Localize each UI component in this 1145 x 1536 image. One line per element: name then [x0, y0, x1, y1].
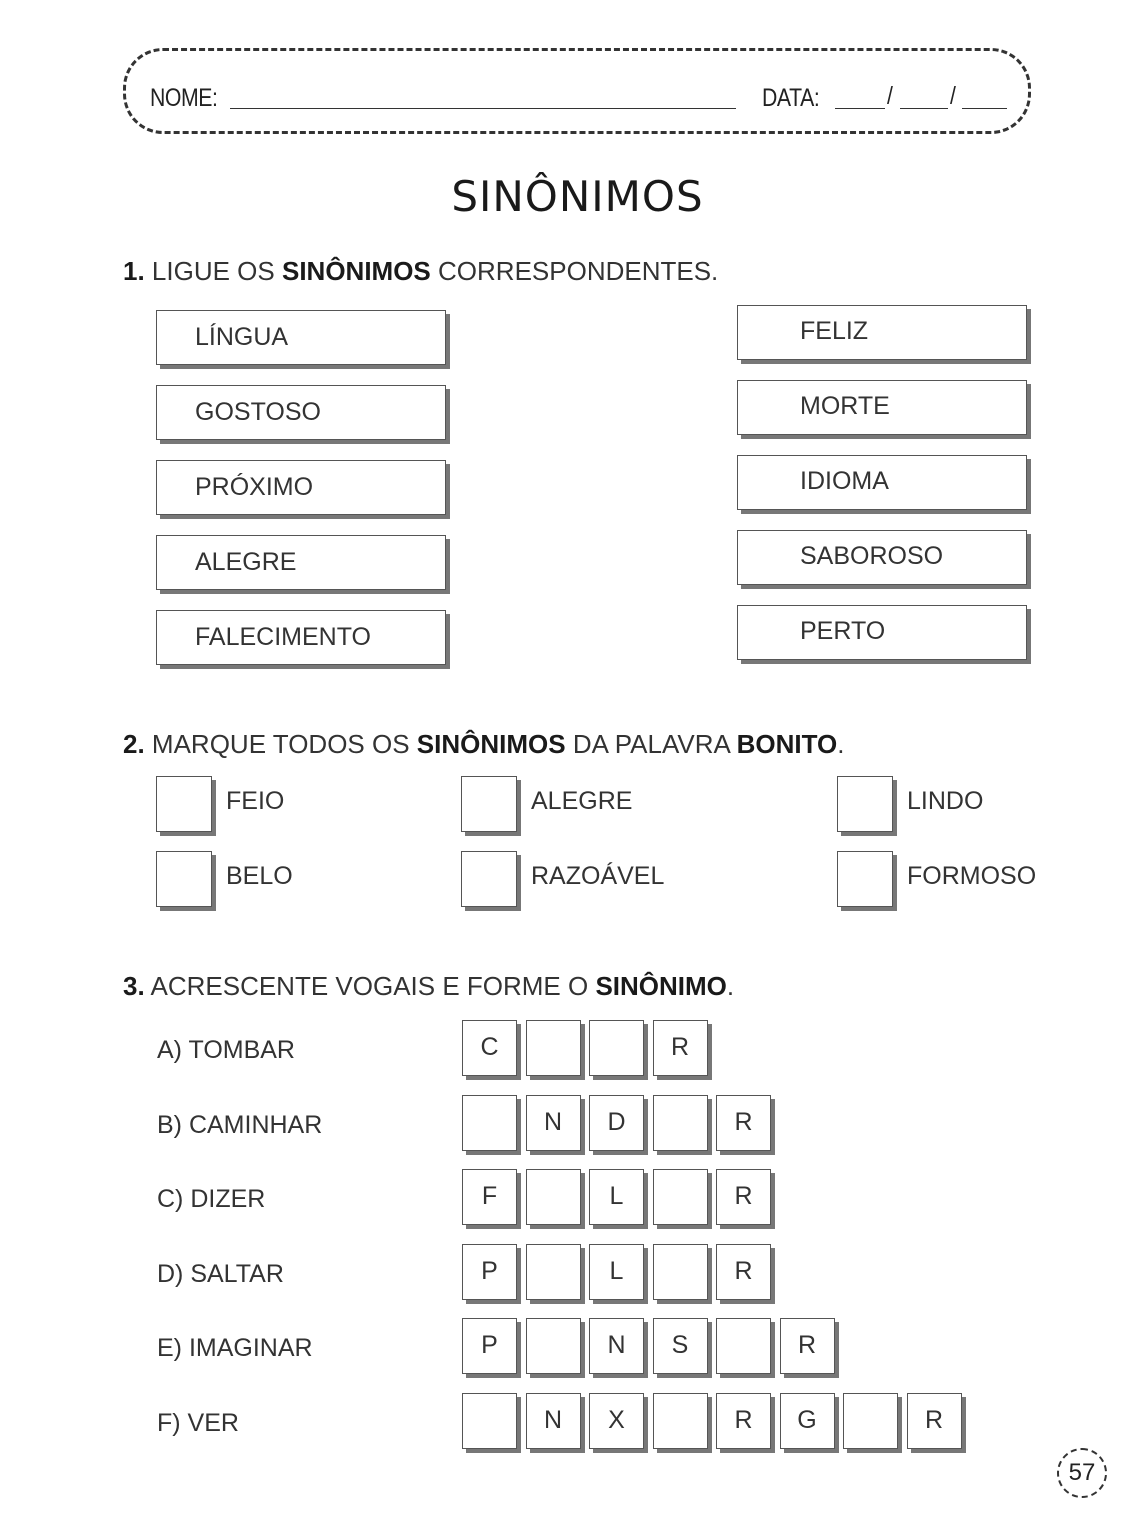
question-3: 3. ACRESCENTE VOGAIS E FORME O SINÔNIMO. [123, 971, 735, 1001]
checkbox[interactable] [461, 851, 517, 907]
date-label: DATA: [762, 84, 820, 112]
blank-letter-cell[interactable] [462, 1393, 517, 1449]
checkbox[interactable] [156, 851, 212, 907]
item-label: E) IMAGINAR [157, 1334, 313, 1362]
option-label: BELO [226, 862, 293, 890]
option-label: ALEGRE [531, 787, 633, 815]
item-label: F) VER [157, 1408, 239, 1437]
word-box-right[interactable]: SABOROSO [737, 530, 1027, 585]
checkbox[interactable] [837, 776, 893, 832]
name-field[interactable] [230, 108, 736, 109]
date-day-field[interactable] [835, 108, 885, 109]
item-label: A) TOMBAR [157, 1036, 295, 1064]
blank-letter-cell[interactable] [653, 1095, 708, 1151]
blank-letter-cell[interactable] [843, 1393, 898, 1449]
blank-letter-cell[interactable] [526, 1020, 581, 1076]
page-number: 57 [1057, 1448, 1107, 1498]
letter-cell: L [589, 1169, 644, 1225]
option-label: RAZOÁVEL [531, 862, 665, 890]
checkbox[interactable] [837, 851, 893, 907]
item-label: B) CAMINHAR [157, 1110, 323, 1139]
word-box-right[interactable]: MORTE [737, 380, 1027, 435]
date-separator: / [950, 82, 956, 110]
blank-letter-cell[interactable] [653, 1244, 708, 1300]
letter-cell: R [716, 1169, 771, 1225]
checkbox[interactable] [461, 776, 517, 832]
letter-cell: R [780, 1318, 835, 1374]
checkbox[interactable] [156, 776, 212, 832]
blank-letter-cell[interactable] [526, 1318, 581, 1374]
word-box-left[interactable]: ALEGRE [156, 535, 446, 590]
name-label: NOME: [150, 84, 218, 112]
letter-cell: N [589, 1318, 644, 1374]
blank-letter-cell[interactable] [589, 1020, 644, 1076]
word-box-right[interactable]: IDIOMA [737, 455, 1027, 510]
date-month-field[interactable] [900, 108, 948, 109]
item-label: D) SALTAR [157, 1259, 284, 1288]
letter-cell: R [653, 1020, 708, 1076]
date-year-field[interactable] [962, 108, 1007, 109]
question-1: 1. LIGUE OS SINÔNIMOS CORRESPONDENTES. [123, 256, 719, 286]
option-label: LINDO [907, 787, 984, 815]
blank-letter-cell[interactable] [716, 1318, 771, 1374]
option-label: FORMOSO [907, 862, 1037, 890]
letter-cell: R [716, 1095, 771, 1151]
letter-cell: N [526, 1095, 581, 1151]
word-box-right[interactable]: PERTO [737, 605, 1027, 660]
letter-cell: N [526, 1393, 581, 1449]
blank-letter-cell[interactable] [526, 1244, 581, 1300]
letter-cell: L [589, 1244, 644, 1300]
letter-cell: D [589, 1095, 644, 1151]
letter-cell: C [462, 1020, 517, 1076]
letter-cell: F [462, 1169, 517, 1225]
letter-cell: S [653, 1318, 708, 1374]
letter-cell: P [462, 1318, 517, 1374]
word-box-left[interactable]: FALECIMENTO [156, 610, 446, 665]
date-separator: / [887, 82, 893, 110]
page-title: SINÔNIMOS [451, 172, 704, 221]
letter-cell: P [462, 1244, 517, 1300]
word-box-right[interactable]: FELIZ [737, 305, 1027, 360]
option-label: FEIO [226, 787, 285, 815]
word-box-left[interactable]: GOSTOSO [156, 385, 446, 440]
item-label: C) DIZER [157, 1185, 266, 1213]
student-info-box [123, 48, 1031, 134]
blank-letter-cell[interactable] [462, 1095, 517, 1151]
question-2: 2. MARQUE TODOS OS SINÔNIMOS DA PALAVRA BONITO. [123, 729, 845, 759]
blank-letter-cell[interactable] [653, 1169, 708, 1225]
letter-cell: G [780, 1393, 835, 1449]
letter-cell: X [589, 1393, 644, 1449]
letter-cell: R [716, 1393, 771, 1449]
letter-cell: R [907, 1393, 962, 1449]
blank-letter-cell[interactable] [653, 1393, 708, 1449]
word-box-left[interactable]: LÍNGUA [156, 310, 446, 365]
letter-cell: R [716, 1244, 771, 1300]
word-box-left[interactable]: PRÓXIMO [156, 460, 446, 515]
blank-letter-cell[interactable] [526, 1169, 581, 1225]
